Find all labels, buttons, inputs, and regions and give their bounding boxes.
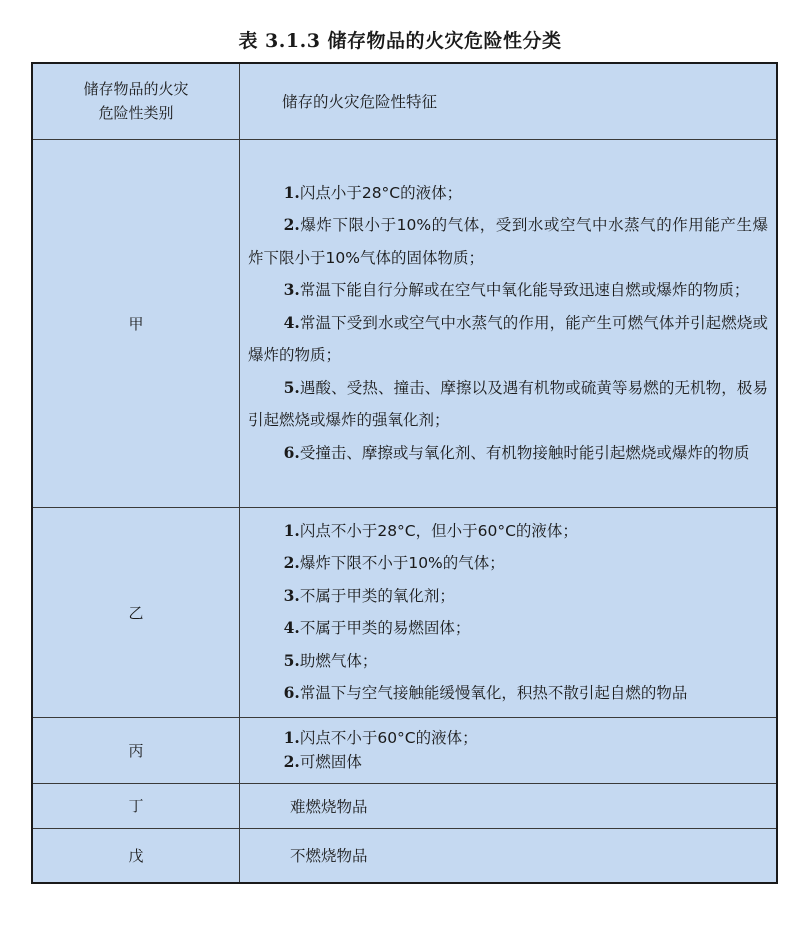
table-row-wu [32,828,777,883]
list-item: 2.可燃固体 [283,752,362,771]
feature-cell-yi [240,507,778,717]
list-item: 3.常温下能自行分解或在空气中氧化能导致迅速自燃或爆炸的物质； [283,280,750,300]
feature-text-wu: 不燃烧物品 [290,847,368,866]
list-item: 2.爆炸下限不小于10%的气体； [283,553,505,572]
header-feature-label: 储存的火灾危险性特征 [282,93,438,112]
hazard-classification-table [31,62,778,884]
feature-cell-bing [240,717,778,783]
header-feature-cell [240,63,778,139]
feature-cell-ding [240,783,778,828]
table-row-jia [32,139,777,507]
list-item: 5.遇酸、受热、撞击、摩擦以及遇有机物或硫黄等易燃的无机物，极易引起燃烧或爆炸的强氧化剂； [248,377,768,430]
list-item: 1.闪点不小于28°C，但小于60°C的液体； [283,520,578,540]
category-cell-wu: 戊 [32,828,240,883]
category-cell-ding: 丁 [32,783,240,828]
table-header-row [32,63,777,139]
feature-text-ding: 难燃烧物品 [290,797,368,816]
table-title: 表 3.1.3 储存物品的火灾危险性分类 [238,30,562,52]
category-cell-jia: 甲 [32,139,240,507]
table-row-ding [32,783,777,828]
table-row-bing [32,717,777,783]
feature-cell-jia [240,139,778,507]
list-item: 6.常温下与空气接触能缓慢氧化，积热不散引起自燃的物品 [283,683,688,702]
list-item: 5.助燃气体； [283,650,378,670]
feature-cell-wu [240,828,778,883]
table-row-yi [32,507,777,717]
header-category-line1: 储存物品的火灾 [83,80,189,99]
list-item: 1.闪点小于28°C的液体； [283,182,463,202]
header-category-line2: 危险性类别 [98,104,174,123]
category-cell-bing: 丙 [32,717,240,783]
list-item: 2.爆炸下限小于10%的气体，受到水或空气中水蒸气的作用能产生爆炸下限小于10%气体的固体物质； [248,215,768,267]
list-item: 3.不属于甲类的氧化剂； [283,585,455,605]
list-item: 4.常温下受到水或空气中水蒸气的作用，能产生可燃气体并引起燃烧或爆炸的物质； [248,312,768,365]
list-item: 1.闪点不小于60°C的液体； [283,728,478,747]
header-category-cell [32,63,240,139]
list-item: 6.受撞击、摩擦或与氧化剂、有机物接触时能引起燃烧或爆炸的物质 [283,442,750,462]
list-item: 4.不属于甲类的易燃固体； [283,618,471,637]
category-cell-yi: 乙 [32,507,240,717]
